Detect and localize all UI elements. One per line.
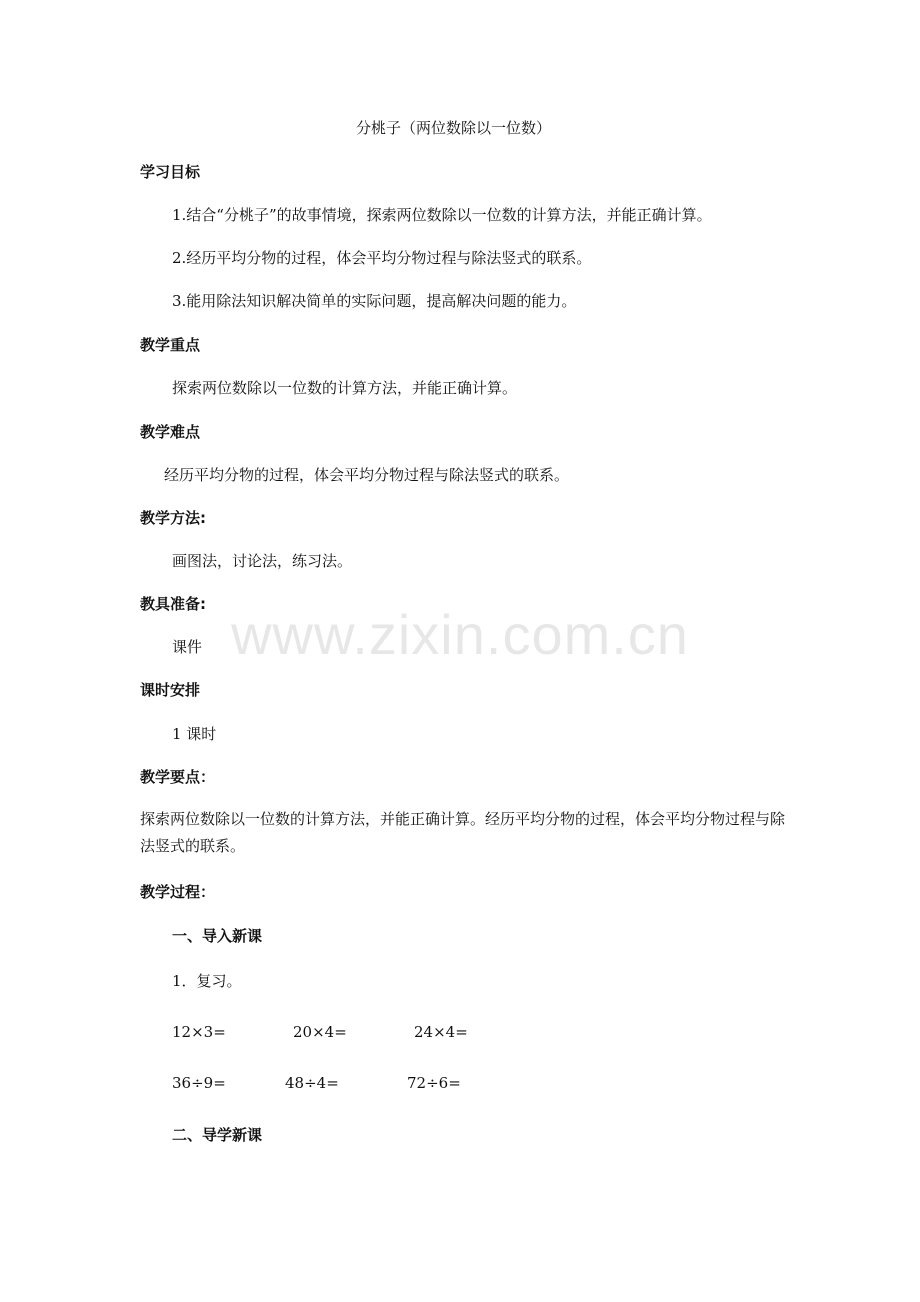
watermark: www.zixin.com.cn [231, 603, 689, 666]
heading-difficulty: 教学难点 [140, 423, 201, 441]
heading-process: 教学过程： [140, 883, 216, 901]
schedule-text: 1 课时 [172, 725, 217, 743]
objective-item-2: 2.经历平均分物的过程，体会平均分物过程与除法竖式的联系。 [172, 249, 592, 267]
tools-text: 课件 [172, 638, 203, 656]
exercise-row1-item3: 24×4= [414, 1023, 468, 1041]
exercise-row2-item3: 72÷6= [407, 1074, 461, 1092]
objective-item-1: 1.结合“分桃子”的故事情境，探索两位数除以一位数的计算方法，并能正确计算。 [172, 206, 712, 224]
objective-item-3: 3.能用除法知识解决简单的实际问题，提高解决问题的能力。 [172, 292, 577, 310]
exercise-row2-item1: 36÷9= [172, 1074, 226, 1092]
heading-part-1: 一、导入新课 [172, 927, 263, 945]
exercise-row2-item2: 48÷4= [285, 1074, 339, 1092]
heading-schedule: 课时安排 [140, 681, 201, 699]
heading-method: 教学方法: [140, 509, 206, 527]
heading-teaching-points: 教学要点： [140, 768, 216, 786]
heading-part-2: 二、导学新课 [172, 1126, 263, 1144]
exercise-row1-item2: 20×4= [293, 1023, 347, 1041]
heading-objectives: 学习目标 [140, 163, 201, 181]
heading-tools: 教具准备: [140, 595, 206, 613]
review-label: 1．复习。 [172, 972, 242, 990]
document-title: 分桃子（两位数除以一位数） [356, 119, 552, 137]
teaching-points-text: 探索两位数除以一位数的计算方法，并能正确计算。经历平均分物的过程，体会平均分物过程与除法竖式的联系。 [140, 810, 786, 855]
heading-key-point: 教学重点 [140, 336, 201, 354]
exercise-row1-item1: 12×3= [172, 1023, 226, 1041]
key-point-text: 探索两位数除以一位数的计算方法，并能正确计算。 [172, 379, 518, 397]
difficulty-text: 经历平均分物的过程，体会平均分物过程与除法竖式的联系。 [164, 466, 570, 484]
method-text: 画图法，讨论法，练习法。 [172, 552, 353, 570]
